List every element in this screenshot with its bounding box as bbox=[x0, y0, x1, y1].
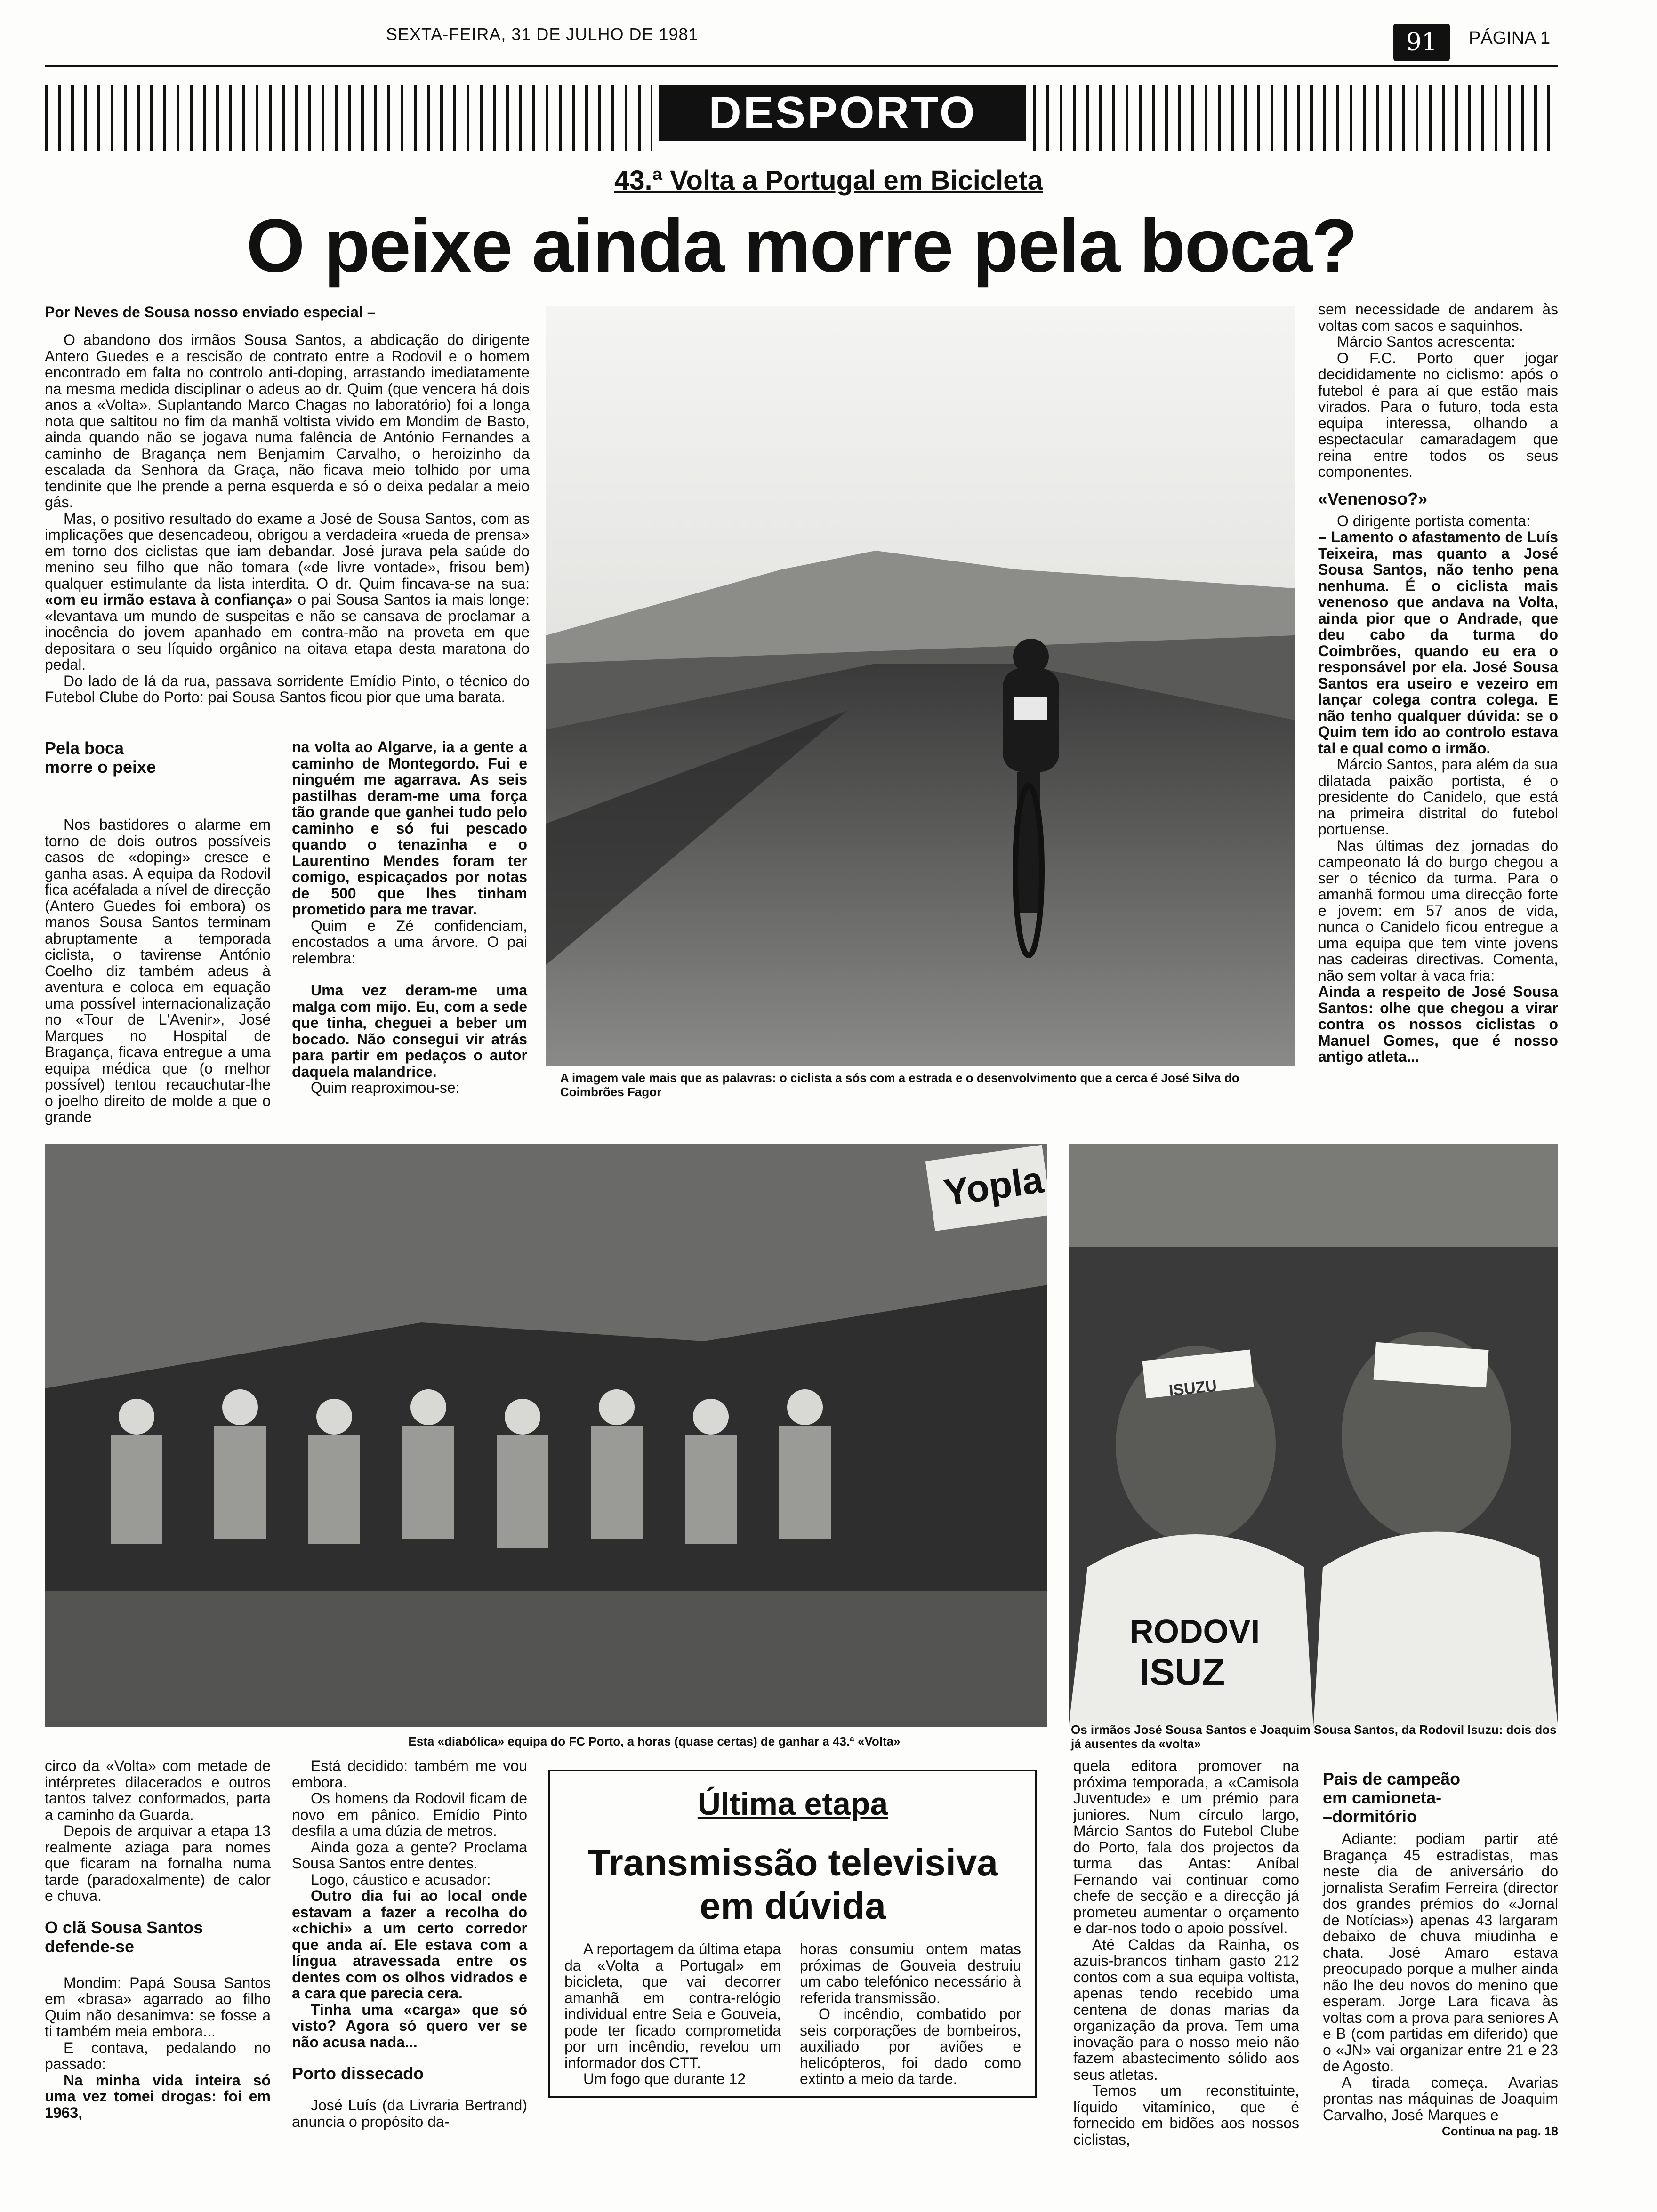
right-paragraph: sem necessidade de andarem às voltas com sacos e saquinhos. bbox=[1318, 301, 1558, 334]
photo-sousa-santos-brothers bbox=[1069, 1144, 1558, 1727]
byline: Por Neves de Sousa nosso enviado especial – bbox=[45, 304, 376, 321]
bottom-paragraph: Depois de arquivar a etapa 13 realmente aziaga para nomes que ficaram na fornalha numa tarde (paradoxalmente) de calor e chuva. bbox=[45, 1822, 271, 1904]
bottom-paragraph: quela editora promover na próxima temporada, a «Camisola Juventude» e um prémio para juniores. Num círculo largo, Márcio Santos do Futebol Clube do Porto, fala dos projectos da turma das Antas: Aníbal Fernando vai continuar como chefe de secção e a direcção já prometeu aumentar o orçamento e dar-nos todo o apoio possível. bbox=[1073, 1757, 1299, 1937]
subhead-porto-dissecado: Porto dissecado bbox=[292, 2064, 424, 2083]
box-kicker: Última etapa bbox=[697, 1786, 888, 1822]
bottom-paragraph: José Luís (da Livraria Bertrand) anuncia o propósito da- bbox=[292, 2097, 527, 2130]
photo-fc-porto-team bbox=[45, 1144, 1047, 1727]
bottom-paragraph: Os homens da Rodovil ficam de novo em pânico. Emídio Pinto desfila a uma dúzia de metros. bbox=[292, 1790, 527, 1839]
bottom-quote: Tinha uma «carga» que só visto? Agora só quero ver se não acusa nada... bbox=[292, 2001, 527, 2051]
right-quote: Ainda a respeito de José Sousa Santos: olhe que chegou a virar contra os nossos ciclistas o Manuel Gomes, que é nosso antigo atleta... bbox=[1318, 983, 1558, 1065]
cap-isuzu: ISUZU bbox=[1168, 1377, 1218, 1400]
right-col-text bbox=[1318, 301, 1558, 1065]
col2-quote: na volta ao Algarve, ia a gente a caminho de Montegordo. Fui e ninguém me agarrava. As seis pastilhas deram-me uma força tão grande que ganhei tudo pelo caminho e só fui pescado quando o tenazinha e o Laurentino Mendes foram ter comigo, espicaçados por notas de 500 que lhes tinham prometido para me travar. bbox=[292, 738, 527, 918]
right-paragraph: O dirigente portista comenta: bbox=[1337, 512, 1530, 529]
right-paragraph: Márcio Santos, para além da sua dilatada paixão portista, é o presidente do Canidelo, que está na primeira distrital do futebol portuense. bbox=[1318, 756, 1558, 838]
kicker: 43.ª Volta a Portugal em Bicicleta bbox=[614, 165, 1043, 196]
photo-cyclist-caption: A imagem vale mais que as palavras: o ciclista a sós com a estrada e o desenvolvimento que a cerca é José Silva do Coimbrões Fagor bbox=[560, 1071, 1239, 1099]
bottom-col4-text bbox=[1073, 1758, 1299, 2148]
box-col2 bbox=[800, 1941, 1021, 2087]
bottom-col2-text bbox=[292, 1758, 527, 2130]
bottom-quote: Na minha vida inteira só uma vez tomei drogas: foi em 1963, bbox=[45, 2071, 271, 2121]
col2-paragraph: Quim reaproximou-se: bbox=[311, 1079, 460, 1096]
bottom-col1-text bbox=[45, 1758, 271, 2121]
right-paragraph: O F.C. Porto quer jogar decididamente no ciclismo: após o futebol é para aí que estão mais virados. Para o futuro, toda esta equipa interessa, olhando a espectacular camaradagem que reina entre todos os seus componentes. bbox=[1318, 349, 1558, 480]
bottom-quote: Outro dia fui ao local onde estavam a fazer a recolha do «chichi» a um certo corredor que anda aí. Ele estava com a língua atravessada entre os dentes com os olhos vidrados e a cara que parecia cera. bbox=[292, 1887, 527, 2002]
bottom-paragraph: Mondim: Papá Sousa Santos em «brasa» agarrado ao filho Quim não desanimva: se fosse a ti também meia embora... bbox=[45, 1974, 271, 2040]
col2-quote: Uma vez deram-me uma malga com mijo. Eu, com a sede que tinha, cheguei a beber um bocado. Não consegui vir atrás para partir em pedaços o autor daquela malandrice. bbox=[292, 982, 527, 1080]
subhead-pela-boca: Pela boca morre o peixe bbox=[45, 738, 156, 777]
headline: O peixe ainda morre pela boca? bbox=[246, 203, 1357, 288]
bottom-paragraph: E contava, pedalando no passado: bbox=[45, 2039, 271, 2072]
boxed-story bbox=[548, 1770, 1037, 2098]
box-paragraph: Um fogo que durante 12 bbox=[583, 2070, 746, 2087]
banner-stripes-left bbox=[45, 85, 652, 151]
intro-paragraph: Mas, o positivo resultado do exame a José de Sousa Santos, com as implicações que desencadeou, obrigou a verdadeira «rueda de prensa» em torno dos ciclistas que iam debandar. José jurava pela saúde do menino seu filho que não tomara («de livre vontade», frisou bem) qualquer estimulante da lista interdita. O dr. Quim fincava-se na sua: «om eu irmão estava à confiança» o pai Sousa Santos ia mais longe: «levantava um mundo de suspeitas e não se cansava de proclamar a inocência do jovem apanhado em contra-mão na proveta em que depositara o seu líquido orgânico na oitava etapa desta maratona do pedal. bbox=[45, 510, 530, 673]
col2-paragraph: Quim e Zé confidenciam, encostados a uma árvore. O pai relembra: bbox=[292, 917, 527, 967]
issue-date: SEXTA-FEIRA, 31 DE JULHO DE 1981 bbox=[386, 24, 699, 44]
col1-paragraph: Nos bastidores o alarme em torno de dois outros possíveis casos de «doping» cresce e ganha asas. A equipa da Rodovil fica acéfalada a nível de direcção (Antero Guedes foi embora) os manos Sousa Santos terminam abruptamente a temporada ciclista, o tavirense António Coelho diz também adeus à aventura e coloca em equação uma possível internacionalização no «Tour de L'Avenir», José Marques no Hospital de Bragança, ficava entregue a uma equipa médica que (o melhor possível) tentou recauchutar-lhe o joelho direito de molde a que o grande bbox=[45, 816, 271, 1125]
box-col1 bbox=[564, 1941, 781, 2087]
bottom-col5-text bbox=[1323, 1770, 1558, 2140]
intro-paragraph: Do lado de lá da rua, passava sorridente Emídio Pinto, o técnico do Futebol Clube do Porto: pai Sousa Santos ficou pior que uma barata. bbox=[45, 672, 530, 705]
bottom-paragraph: A tirada começa. Avarias prontas nas máquinas de Joaquim Carvalho, José Marques e bbox=[1323, 2074, 1558, 2124]
subhead-venenoso: «Venenoso?» bbox=[1318, 489, 1428, 508]
photo-brothers-caption: Os irmãos José Sousa Santos e Joaquim Sousa Santos, da Rodovil Isuzu: dois dos já ausentes da «volta» bbox=[1071, 1723, 1557, 1751]
right-paragraph: Nas últimas dez jornadas do campeonato lá do burgo chegou a ser o técnico da turma. Para o amanhã formou uma direcção forte e jovem: em 57 anos de vida, nunca o Canidelo ficou entregue a uma equipa que tem vinte jovens nas cadeiras directivas. Comenta, não sem voltar à vaca fria: bbox=[1318, 837, 1558, 984]
box-headline: Transmissão televisiva em dúvida bbox=[587, 1842, 998, 1927]
sponsor-sign: Yopla bbox=[941, 1158, 1046, 1214]
subhead-cla-sousa-santos: O clã Sousa Santos defende-se bbox=[45, 1917, 203, 1956]
box-paragraph: horas consumiu ontem matas próximas de Gouveia destruiu um cabo telefónico necessário à referida transmissão. bbox=[800, 1940, 1021, 2006]
continued-note: Continua na pag. 18 bbox=[1441, 2124, 1558, 2138]
bottom-paragraph: Está decidido: também me vou embora. bbox=[292, 1757, 527, 1791]
bottom-paragraph: Até Caldas da Rainha, os azuis-brancos tinham gasto 212 contos com a sua equipa voltista, apenas tendo recebido uma centena de donas marias da organização da prova. Tem uma inovação para o nosso meio não fazem abastecimento sólido aos seus atletas. bbox=[1073, 1936, 1299, 2083]
section-banner: DESPORTO bbox=[659, 85, 1026, 141]
banner-stripes-right bbox=[1033, 85, 1558, 151]
bottom-paragraph: Logo, cáustico e acusador: bbox=[311, 1871, 491, 1888]
bottom-paragraph: Ainda goza a gente? Proclama Sousa Santos entre dentes. bbox=[292, 1838, 527, 1872]
subhead-pais-de-campeao: Pais de campeão em camioneta- –dormitório bbox=[1323, 1769, 1461, 1826]
box-paragraph: O incêndio, combatido por seis corporações de bombeiros, auxiliado por aviões e helicópteros, foi dado como extinto a meio da tarde. bbox=[800, 2005, 1021, 2087]
jersey-rodovil: RODOVI bbox=[1130, 1613, 1260, 1650]
box-paragraph: A reportagem da última etapa da «Volta a Portugal» em bicicleta, que vai decorrer amanhã em contra-relógio individual entre Seia e Gouveia, pode ter ficado comprometida por um incêndio, revelou um informador dos CTT. bbox=[564, 1940, 781, 2071]
masthead-rule bbox=[45, 65, 1558, 67]
right-paragraph: Márcio Santos acrescenta: bbox=[1337, 333, 1515, 350]
jersey-isuzu: ISUZ bbox=[1139, 1651, 1225, 1693]
photo-team-caption: Esta «diabólica» equipa do FC Porto, a horas (quase certas) de ganhar a 43.ª «Volta» bbox=[408, 1734, 901, 1748]
page-label: PÁGINA 1 bbox=[1469, 28, 1551, 48]
bottom-paragraph: Adiante: podiam partir até Bragança 45 estradistas, mas neste dia de aniversário do jornalista Serafim Ferreira (director dos grandes prémios do «Jornal de Notícias») apenas 43 largaram debaixo de chuva miudinha e chata. José Amaro estava preocupado porque a mulher ainda não lhe deu novos do menino que esperam. Jorge Lara ficava às voltas com a prova para seniores A e B (com partidas em diferido) que o «JN» vai organizar entre 21 e 23 de Agosto. bbox=[1323, 1830, 1558, 2075]
intro-paragraph: O abandono dos irmãos Sousa Santos, a abdicação do dirigente Antero Guedes e a rescisão de contrato entre a Rodovil e o homem encontrado em falta no controlo anti-doping, arrastando imediatamente na mesma medida disciplinar o adeus ao dr. Quim (que vencera há dois anos a «Volta». Suplantando Marco Chagas no laboratório) foi a longa nota que saltitou no fim da manhã voltista vivido em Mondim de Basto, ainda quando não se jogava numa falência de António Fernandes a caminho de Bragança nem Benjamim Carvalho, o heroizinho da escalada da Senhora da Graça, não ficava meio tolhido por uma tendinite que lhe prende a perna esquerda e só o deixa pedalar a meio gás. bbox=[45, 331, 530, 511]
right-quote: – Lamento o afastamento de Luís Teixeira, mas quanto a José Sousa Santos, não tenho pena nenhuma. É o ciclista mais venenoso que andava na Volta, ainda pior que o Andrade, que deu cabo da turma do Coimbrões, quando eu era o responsável por ela. José Sousa Santos era useiro e vezeiro em lançar colega contra colega. E não tenho qualquer dúvida: se o Quim tem ido ao controlo estava tal e qual como o irmão. bbox=[1318, 529, 1558, 757]
photo-cyclist-road bbox=[546, 306, 1295, 1066]
bottom-paragraph: Temos um reconstituinte, líquido vitamínico, que é fornecido em bidões aos nossos ciclistas, bbox=[1073, 2082, 1299, 2148]
col2-text bbox=[292, 739, 527, 1096]
col1-text bbox=[45, 817, 271, 1125]
bottom-paragraph: circo da «Volta» com metade de intérpretes dilacerados e outros tantos talvez conformados, parta a caminho da Guarda. bbox=[45, 1757, 271, 1823]
intro-text bbox=[45, 332, 530, 705]
page-badge: 91 bbox=[1393, 24, 1450, 61]
